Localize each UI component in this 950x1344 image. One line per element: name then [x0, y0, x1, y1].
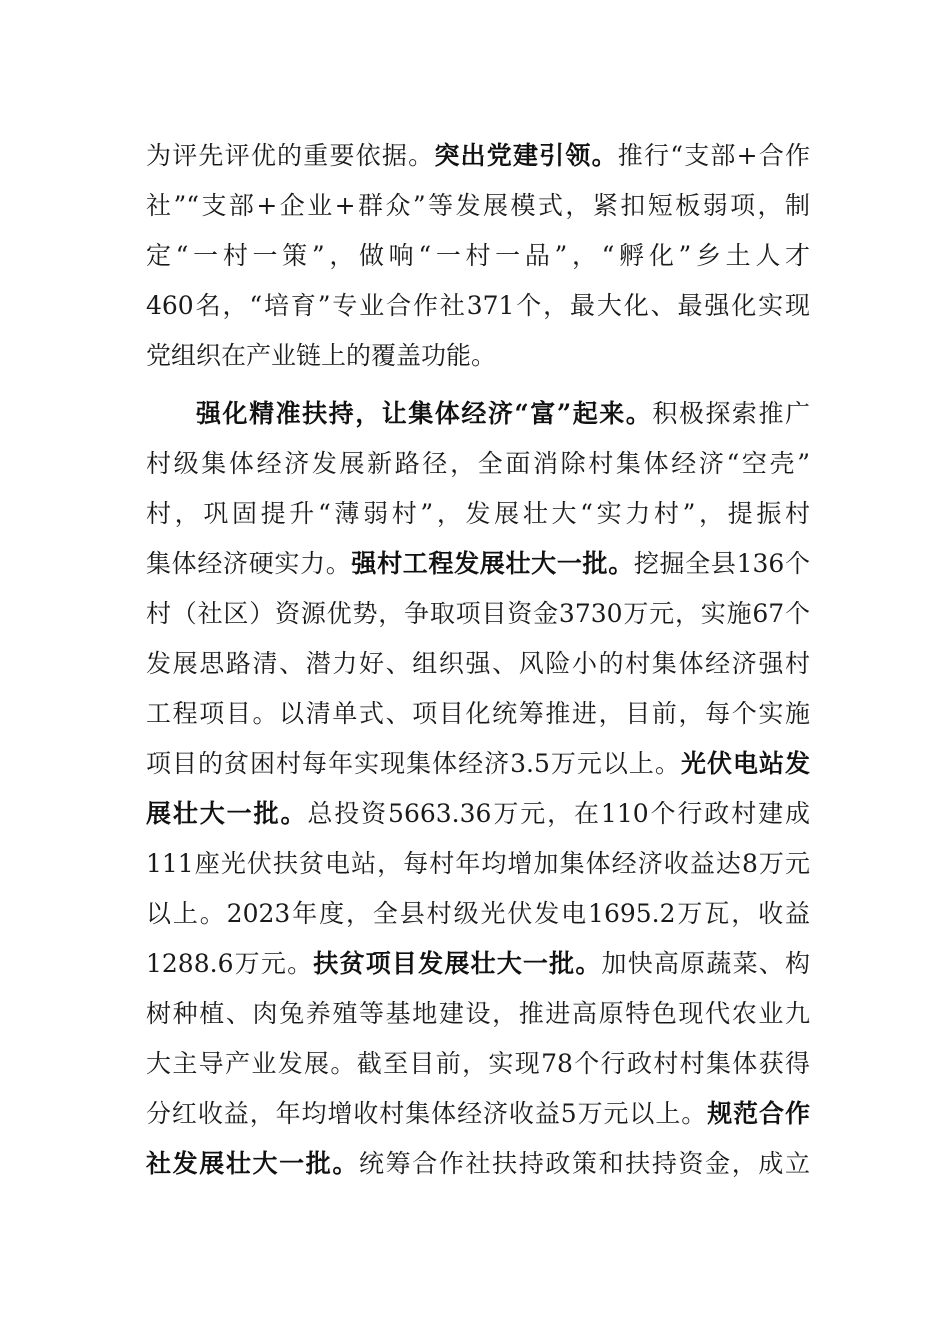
text-run: 积极探索推广 [652, 399, 810, 428]
text-line [146, 744, 810, 784]
text-line [146, 944, 810, 984]
text-line [146, 186, 810, 226]
text-run: 大主导产业发展。截至目前，实现78个行政村村集体获得 [146, 1049, 810, 1078]
bold-heading-run: 社发展壮大一批。 [146, 1149, 359, 1178]
text-run: 111座光伏扶贫电站，每村年均增加集体经济收益达8万元 [146, 849, 810, 878]
bold-heading-run: 光伏电站发 [680, 749, 810, 778]
text-line [146, 286, 810, 326]
text-run: 挖掘全县136个 [633, 549, 810, 578]
text-run: 统筹合作社扶持政策和扶持资金，成立 [359, 1149, 810, 1178]
bold-heading-run: 展壮大一批。 [146, 799, 308, 828]
text-line [146, 1094, 810, 1134]
text-run: 项目的贫困村每年实现集体经济3.5万元以上。 [146, 749, 681, 778]
text-run: 加快高原蔬菜、构 [601, 949, 810, 978]
text-run: 460名，“培育”专业合作社371个，最大化、最强化实现 [146, 291, 810, 320]
text-run: 村级集体经济发展新路径，全面消除村集体经济“空壳” [146, 449, 810, 478]
text-run: 以上。2023年度，全县村级光伏发电1695.2万瓦，收益 [146, 899, 810, 928]
text-run: 社”“支部+企业+群众”等发展模式，紧扣短板弱项，制 [146, 191, 810, 220]
text-run: 推行“支部+合作 [617, 141, 810, 170]
text-run: 发展思路清、潜力好、组织强、风险小的村集体经济强村 [146, 649, 810, 678]
text-line [146, 1144, 810, 1184]
text-run: 村，巩固提升“薄弱村”，发展壮大“实力村”，提振村 [146, 499, 810, 528]
text-line [146, 1044, 810, 1084]
text-line [146, 694, 810, 734]
bold-heading-run: 扶贫项目发展壮大一批。 [313, 949, 602, 978]
text-line [146, 336, 810, 376]
text-line [146, 794, 810, 834]
text-run: 村（社区）资源优势，争取项目资金3730万元，实施67个 [146, 599, 810, 628]
text-line [146, 594, 810, 634]
text-line [146, 994, 810, 1034]
text-run: 党组织在产业链上的覆盖功能。 [146, 341, 497, 370]
text-line [146, 444, 810, 484]
text-line [146, 844, 810, 884]
text-line [146, 236, 810, 276]
bold-heading-run: 强化精准扶持，让集体经济“富”起来。 [196, 399, 653, 428]
text-run: 树种植、肉兔养殖等基地建设，推进高原特色现代农业九 [146, 999, 810, 1028]
text-run: 集体经济硬实力。 [146, 549, 352, 578]
paragraph-first-line [196, 394, 810, 434]
text-run: 工程项目。以清单式、项目化统筹推进，目前，每个实施 [146, 699, 810, 728]
text-run: 分红收益，年均增收村集体经济收益5万元以上。 [146, 1099, 708, 1128]
bold-heading-run: 强村工程发展壮大一批。 [351, 549, 634, 578]
text-line [146, 894, 810, 934]
text-run: 定“一村一策”，做响“一村一品”，“孵化”乡土人才 [146, 241, 810, 270]
text-run: 1288.6万元。 [146, 949, 314, 978]
text-line [146, 494, 810, 534]
bold-heading-run: 突出党建引领。 [434, 141, 618, 170]
text-line [146, 544, 810, 584]
text-line [146, 644, 810, 684]
text-run: 总投资5663.36万元，在110个行政村建成 [307, 799, 810, 828]
text-run: 为评先评优的重要依据。 [146, 141, 435, 170]
bold-heading-run: 规范合作 [707, 1099, 810, 1128]
text-line [146, 136, 810, 176]
